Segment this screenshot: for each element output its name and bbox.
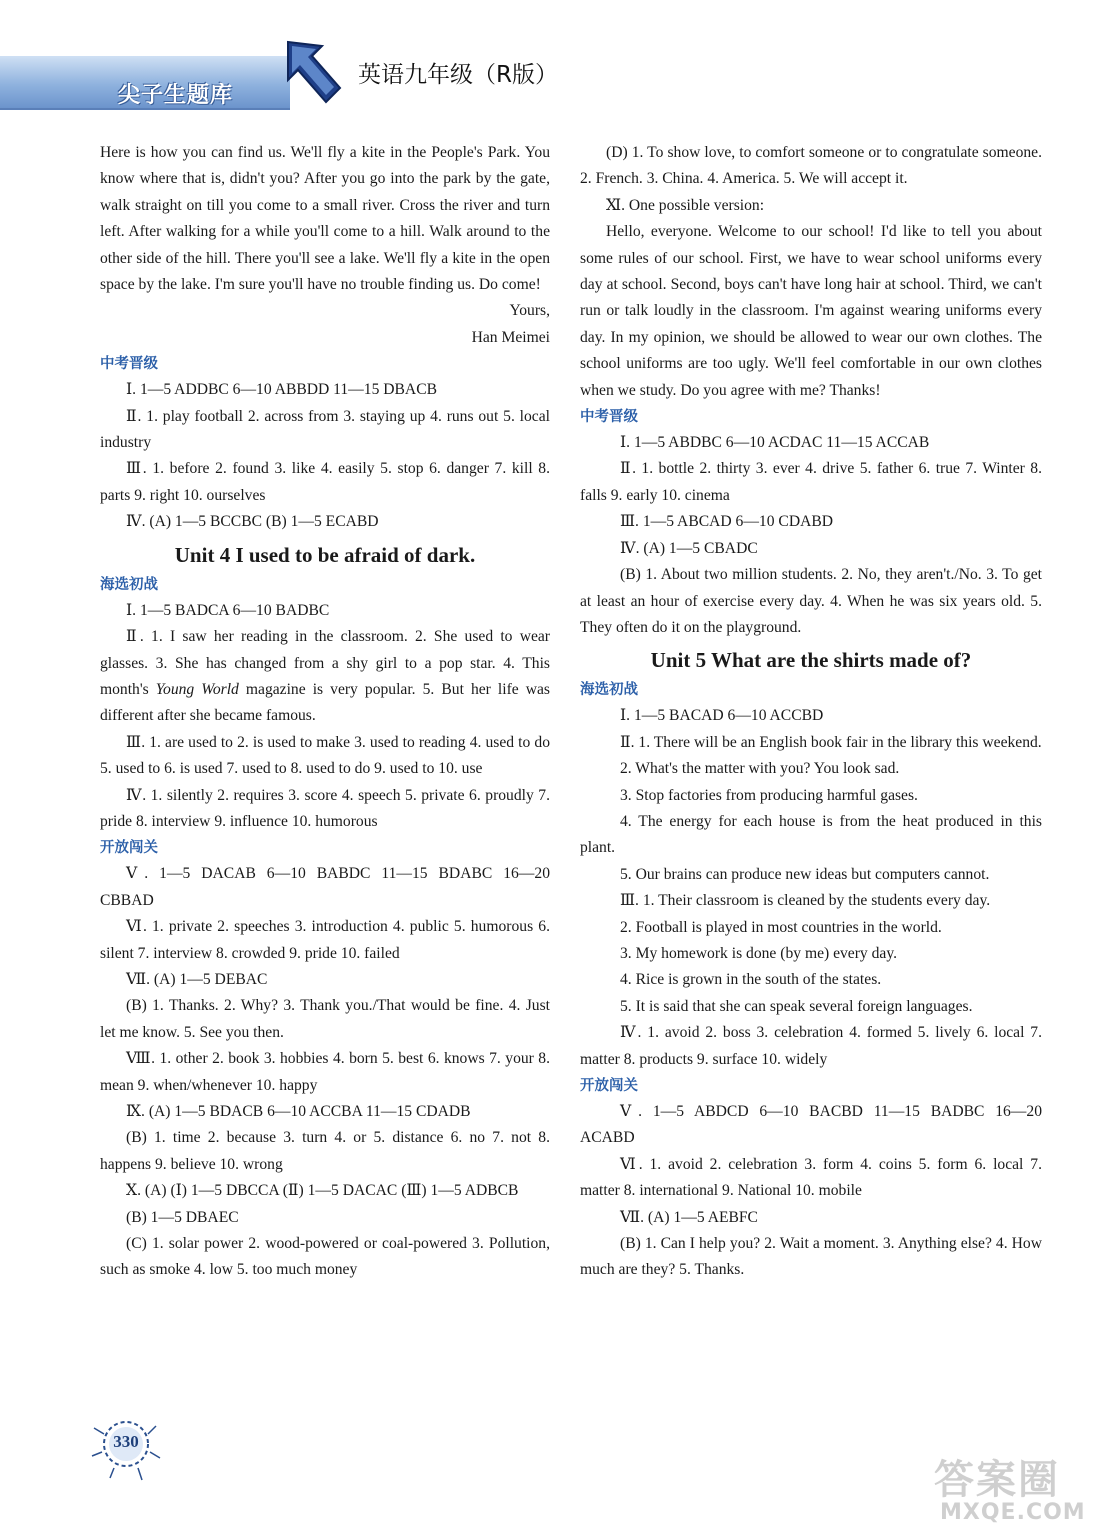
answer-paragraph: Ⅰ. 1—5 BADCA 6—10 BADBC [126,601,330,619]
answer-paragraph: (B) 1—5 DBAEC [126,1208,239,1226]
answer-paragraph: Ⅷ. 1. other 2. book 3. hobbies 4. born 5. best 6. knows 7. your 8. mean 9. when/whenever 10. happy [100,1050,550,1094]
answer-paragraph: (B) 1. About two million students. 2. No, they aren't./No. 3. To get at least an hour of exercise every day. 4. When he was six years old. 5. They often do it on the playground. [580,566,1042,636]
unit-title: Unit 4 I used to be afraid of dark. [174,542,476,567]
page-header [0,38,1107,108]
answer-paragraph: Ⅱ. 1. I saw her reading in the classroom. 2. She used to wear glasses. 3. She has changed from a shy girl to a pop star. 4. This month's Young World magazine is very popular. 5. But her life was different after she became famous. [100,628,550,725]
answer-paragraph: Ⅶ. (A) 1—5 AEBFC [620,1208,758,1226]
answer-paragraph: Han Meimei [471,328,550,346]
right-column [580,140,1042,1284]
series-title: 尖子生题库 [118,83,234,108]
answer-paragraph: Ⅵ. 1. avoid 2. celebration 3. form 4. coins 5. form 6. local 7. matter 8. international 9. National 10. mobile [580,1155,1042,1200]
answer-paragraph: Ⅶ. (A) 1—5 DEBAC [126,970,268,988]
answer-paragraph: Ⅸ. (A) 1—5 BDACB 6—10 ACCBA 11—15 CDADB [126,1103,471,1120]
section-heading: 海选初战 [580,682,638,699]
answer-paragraph: Ⅴ. 1—5 DACAB 6—10 BABDC 11—15 BDABC 16—20 CBBAD [100,865,550,909]
answer-paragraph: Ⅴ. 1—5 ABDCD 6—10 BACBD 11—15 BADBC 16—20 ACABD [580,1103,1042,1147]
answer-paragraph: Ⅳ. (A) 1—5 BCCBC (B) 1—5 ECABD [126,513,379,531]
answer-paragraph: 2. What's the matter with you? You look sad. [620,760,900,778]
answer-paragraph: Ⅱ. 1. play football 2. across from 3. staying up 4. runs out 5. local industry [100,407,550,452]
page-number-badge [86,1408,166,1488]
answer-paragraph: 4. The energy for each house is from the heat produced in this plant. [580,812,1042,857]
answer-paragraph: Ⅲ. 1. are used to 2. is used to make 3. used to reading 4. used to do 5. used to 6. is used 7. used to 8. used to do 9. used to 10. use [100,733,550,778]
answer-paragraph: Ⅲ. 1—5 ABCAD 6—10 CDABD [620,513,834,531]
answer-paragraph: (C) 1. solar power 2. wood-powered or coal-powered 3. Pollution, such as smoke 4. low 5. too much money [100,1235,550,1279]
watermark-url: MXQE.COM [940,1500,1086,1525]
answer-paragraph: (B) 1. Thanks. 2. Why? 3. Thank you./That would be fine. 4. Just let me know. 5. See you then. [100,997,550,1041]
section-heading: 开放闯关 [580,1078,638,1094]
answer-paragraph: Ⅺ. One possible version: [606,196,765,214]
answer-paragraph: Ⅳ. (A) 1—5 CBADC [620,539,758,557]
answer-paragraph: Ⅰ. 1—5 BACAD 6—10 ACCBD [620,707,824,725]
answer-paragraph: Ⅰ. 1—5 ADDBC 6—10 ABBDD 11—15 DBACB [126,381,437,399]
answer-paragraph: Ⅹ. (A) (Ⅰ) 1—5 DBCCA (Ⅱ) 1—5 DACAC (Ⅲ) 1—5 ADBCB [126,1182,519,1200]
answer-paragraph: 5. It is said that she can speak several foreign languages. [620,997,973,1015]
answer-paragraph: 3. Stop factories from producing harmful gases. [620,786,918,804]
series-banner [0,56,290,110]
answer-paragraph: (B) 1. Can I help you? 2. Wait a moment. 3. Anything else? 4. How much are they? 5. Thanks. [580,1235,1042,1279]
answer-paragraph: (D) 1. To show love, to comfort someone or to congratulate someone. 2. French. 3. China. 4. America. 5. We will accept it. [580,144,1042,188]
page-number: 330 [113,1432,139,1451]
arrow-icon [278,38,344,108]
answer-paragraph: 4. Rice is grown in the south of the states. [620,971,882,989]
answer-paragraph: Ⅳ. 1. silently 2. requires 3. score 4. speech 5. private 6. proudly 7. pride 8. interview 9. influence 10. humorous [100,786,550,830]
watermark-logo: 答案圈 [934,1457,1060,1503]
watermark [930,1448,1100,1532]
answer-paragraph: Hello, everyone. Welcome to our school! I'd like to tell you about some rules of our school. First, we have to wear school uniforms every day at school. Second, boys can't have long hair at school. Third, we can't run or talk loudly in the classroom. I'm against wearing uniforms every day. In my opinion, we should be allowed to wear our own clothes. The school uniforms are too ugly. We'll feel comfortable in our own clothes when we study. Do you agree with me? Thanks! [580,223,1042,399]
section-heading: 中考晋级 [100,356,158,373]
answer-paragraph: Yours, [509,302,550,320]
answer-paragraph: Ⅱ. 1. There will be an English book fair in the library this weekend. [620,733,1042,751]
unit-title: Unit 5 What are the shirts made of? [650,648,972,673]
answer-paragraph: 5. Our brains can produce new ideas but computers cannot. [620,865,990,883]
answer-paragraph: Ⅲ. 1. Their classroom is cleaned by the students every day. [620,892,991,910]
answer-paragraph: Ⅱ. 1. bottle 2. thirty 3. ever 4. drive 5. father 6. true 7. Winter 8. falls 9. early 10. cinema [580,460,1042,504]
magazine-name: Young World [155,680,239,698]
answer-paragraph: Ⅲ. 1. before 2. found 3. like 4. easily 5. stop 6. danger 7. kill 8. parts 9. right 10. ourselves [100,460,550,504]
section-heading: 开放闯关 [100,840,158,857]
book-title: 英语九年级（R版） [358,62,558,88]
answer-paragraph: Ⅳ. 1. avoid 2. boss 3. celebration 4. formed 5. lively 6. local 7. matter 8. products 9. surface 10. widely [580,1024,1042,1068]
section-heading: 中考晋级 [580,409,638,426]
answer-paragraph: Here is how you can find us. We'll fly a kite in the People's Park. You know where that is, didn't you? After you go into the park by the gate, walk straight on till you come to a small river. Cross the river and turn left. After walking for a while you'll come to a hill. Walk around to the other side of the hill. There you'll see a lake. We'll fly a kite in the open space by the lake. I'm sure you'll have no trouble finding us. Do come! [100,144,550,294]
answer-paragraph: 2. Football is played in most countries in the world. [620,918,942,936]
answer-paragraph: 3. My homework is done (by me) every day. [620,944,898,962]
answer-paragraph: Ⅰ. 1—5 ABDBC 6—10 ACDAC 11—15 ACCAB [620,434,930,452]
answer-paragraph: (B) 1. time 2. because 3. turn 4. or 5. distance 6. no 7. not 8. happens 9. believe 10. wrong [100,1129,550,1173]
section-heading: 海选初战 [100,576,158,593]
left-column [100,140,550,1284]
answer-paragraph: Ⅵ. 1. private 2. speeches 3. introduction 4. public 5. humorous 6. silent 7. interview 8. crowded 9. pride 10. failed [100,918,550,962]
